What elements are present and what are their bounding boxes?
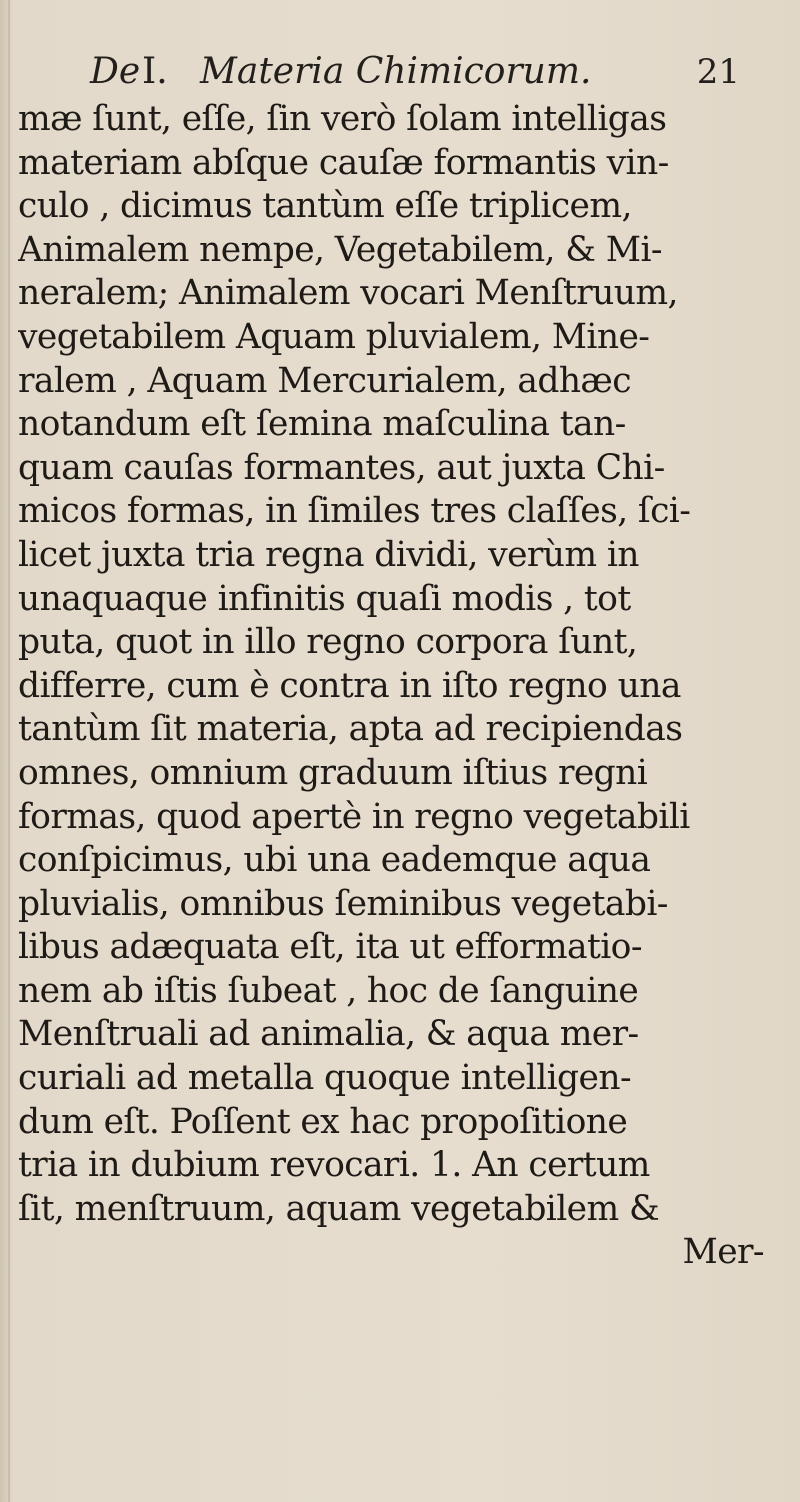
text-line: libus adæquata eſt, ita ut efformatio- [18, 927, 642, 968]
page-number: 21 [696, 52, 740, 92]
header-title: Materia Chimicorum. [200, 51, 592, 92]
page-binding-edge [8, 0, 10, 1502]
text-line: neralem; Animalem vocari Menſtruum, [18, 273, 678, 314]
text-line: mæ ſunt, eſſe, ſin verò ſolam intelligas [18, 99, 667, 139]
catchword: Mer- [682, 1232, 764, 1273]
text-line: pluvialis, omnibus ſeminibus vegetabi- [18, 883, 668, 924]
text-line: omnes, omnium graduum iſtius regni [18, 752, 648, 793]
text-line: conſpicimus, ubi una eademque aqua [18, 840, 651, 881]
text-line: formas, quod apertè in regno vegetabili [18, 796, 690, 837]
text-line: curiali ad metalla quoque intelligen- [18, 1058, 632, 1099]
text-line: tantùm ſit materia, apta ad recipiendas [18, 709, 683, 750]
text-line: micos formas, in ſimiles tres claſſes, ſci- [18, 491, 691, 532]
text-line: notandum eſt ſemina maſculina tan- [18, 404, 626, 445]
text-line: tria in dubium revocari. 1. An certum [18, 1145, 650, 1186]
text-line: Menſtruali ad animalia, & aqua mer- [18, 1014, 639, 1055]
catchword-line [18, 1231, 788, 1275]
text-line: puta, quot in illo regno corpora ſunt, [18, 622, 638, 663]
text-line: unaquaque infinitis quaſi modis , tot [18, 578, 631, 619]
text-line: culo , dicimus tantùm eſſe triplicem, [18, 186, 632, 227]
text-line: dum eſt. Poſſent ex hac propoſitione [18, 1101, 628, 1142]
text-line: quam cauſas formantes, aut juxta Chi- [18, 447, 665, 488]
text-line: Animalem nempe, Vegetabilem, & Mi- [18, 229, 662, 270]
text-line: ſit, menſtruum, aquam vegetabilem & [18, 1188, 660, 1229]
running-header [90, 50, 740, 98]
text-line: licet juxta tria regna dividi, verùm in [18, 534, 639, 575]
text-line: vegetabilem Aquam pluvialem, Mine- [18, 316, 650, 357]
text-line: ralem , Aquam Mercurialem, adhæc [18, 360, 631, 401]
text-line: differre, cum è contra in iſto regno una [18, 665, 681, 706]
text-line: nem ab iſtis ſubeat , hoc de ſanguine [18, 970, 639, 1011]
text-line: materiam abſque cauſæ formantis vin- [18, 142, 669, 183]
header-chapter-number: I. [142, 51, 168, 92]
body-text [18, 98, 788, 1275]
header-de: De [90, 51, 141, 92]
